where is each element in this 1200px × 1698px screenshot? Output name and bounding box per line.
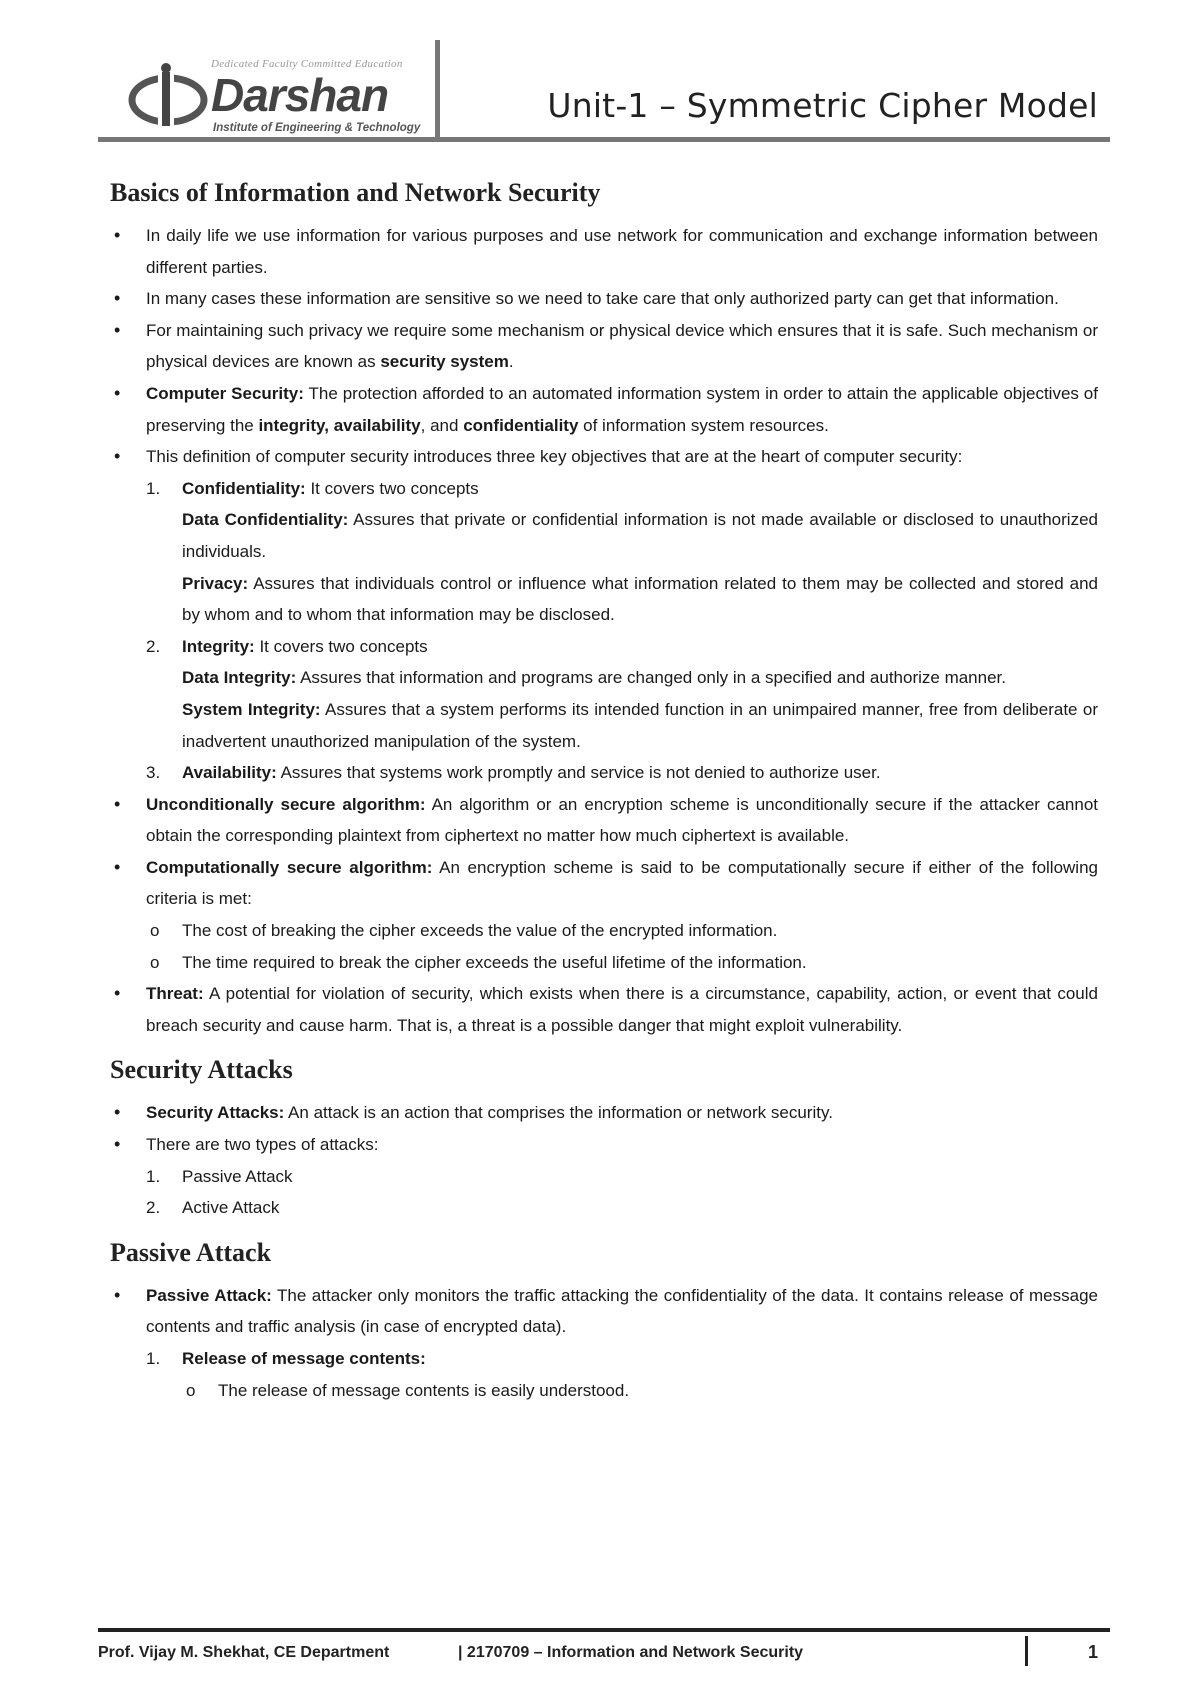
basics-list	[110, 220, 1098, 1041]
header-divider	[435, 40, 440, 140]
darshan-logo-icon	[128, 62, 208, 132]
objective-subitem: System Integrity: Assures that a system performs its intended function in an unimpaired manner, free from deliberate or inadvertent unauthorized manipulation of the system.	[182, 699, 1098, 751]
passive-subitem: o The release of message contents is easily understood.	[186, 1380, 630, 1400]
page-number: 1	[1088, 1642, 1099, 1662]
list-item: • In daily life we use information for various purposes and use network for communication and exchange information between different parties.	[110, 220, 1098, 283]
list-item: • In many cases these information are sensitive so we need to take care that only authorized party can get that information.	[110, 283, 1098, 315]
list-item: • There are two types of attacks: 1. Passive Attack 2. Active Attack	[110, 1129, 1098, 1224]
passive-item: 1. Release of message contents:	[146, 1349, 426, 1368]
footer-course: | 2170709 – Information and Network Security	[458, 1644, 804, 1661]
list-item: • Computer Security: The protection afforded to an automated information system in order to attain the applicable objectives of preserving the integrity, availability, and confidentiality of information system resources.	[110, 378, 1098, 441]
logo-subtitle: Institute of Engineering & Technology	[213, 122, 421, 134]
passive-list	[110, 1280, 1098, 1406]
list-item: • For maintaining such privacy we require some mechanism or physical device which ensures that it is safe. Such mechanism or physical devices are known as security system.	[110, 315, 1098, 378]
list-item: • Passive Attack: The attacker only monitors the traffic attacking the confidentiality of the data. It contains release of message contents and traffic analysis (in case of encrypted data). 1. Release of message contents: o The release of message contents is easily understood.	[110, 1280, 1098, 1406]
attacks-list	[110, 1097, 1098, 1223]
footer-rule	[98, 1628, 1110, 1632]
list-item: • Unconditionally secure algorithm: An algorithm or an encryption scheme is unconditionally secure if the attacker cannot obtain the corresponding plaintext from ciphertext no matter how much ciphertext is available.	[110, 789, 1098, 852]
page-title: Unit-1 – Symmetric Cipher Model	[547, 86, 1098, 125]
logo-tagline: Dedicated Faculty Committed Education	[211, 58, 403, 70]
header-rule	[98, 137, 1110, 142]
objective-item: 2. Integrity: It covers two concepts	[146, 636, 428, 656]
objective-subitem: Privacy: Assures that individuals control or influence what information related to them may be collected and stored and by whom and to whom that information may be disclosed.	[182, 573, 1098, 625]
attack-type-item: 2. Active Attack	[146, 1198, 280, 1218]
attack-type-item: 1. Passive Attack	[146, 1166, 293, 1186]
criteria-item: o The time required to break the cipher exceeds the useful lifetime of the information.	[150, 952, 807, 972]
logo-name: Darshan	[211, 69, 389, 121]
footer-author: Prof. Vijay M. Shekhat, CE Department	[98, 1644, 390, 1661]
section-heading-passive: Passive Attack	[110, 1237, 272, 1267]
objective-item: 3. Availability: Assures that systems work promptly and service is not denied to authorize user.	[146, 763, 881, 783]
footer-divider	[1025, 1636, 1028, 1666]
institute-logo	[116, 48, 441, 136]
list-item: • Security Attacks: An attack is an action that comprises the information or network security.	[110, 1097, 1098, 1129]
list-item: • Threat: A potential for violation of security, which exists when there is a circumstance, capability, action, or event that could breach security and cause harm. That is, a threat is a possible danger that might exploit vulnerability.	[110, 978, 1098, 1041]
objective-subitem: Data Integrity: Assures that information and programs are changed only in a specified and authorize manner.	[182, 668, 1006, 688]
section-heading-attacks: Security Attacks	[110, 1055, 293, 1085]
section-heading-basics: Basics of Information and Network Security	[110, 178, 601, 207]
document-body	[110, 178, 1098, 1406]
objective-subitem: Data Confidentiality: Assures that private or confidential information is not made available or disclosed to unauthorized individuals.	[182, 510, 1098, 561]
criteria-item: o The cost of breaking the cipher exceeds the value of the encrypted information.	[150, 921, 778, 941]
objective-item: 1. Confidentiality: It covers two concepts	[146, 478, 479, 498]
list-item: • This definition of computer security introduces three key objectives that are at the heart of computer security: 1. Confidentiality: It covers two concepts Data Confidentiality: Assures that private or confidential information is not made available or disclosed to unauthorized individuals. Privacy: Assures that individuals control or influence what information related to them may be collected and stored and by whom and to whom that information may be disclosed. 2. Integrity: It covers two concepts Data Integrity: Assures that information and programs are changed only in a specified and authorize manner. System Integrity: Assures that a system performs its intended function in an unimpaired manner, free from deliberate or inadvertent unauthorized manipulation of the system. 3. Availability: Assures that systems work promptly and service is not denied to authorize user.	[110, 441, 1098, 789]
list-item: • Computationally secure algorithm: An encryption scheme is said to be computationally secure if either of the following criteria is met: o The cost of breaking the cipher exceeds the value of the encrypted information. o The time required to break the cipher exceeds the useful lifetime of the information.	[110, 852, 1098, 978]
page-header	[98, 40, 1110, 140]
